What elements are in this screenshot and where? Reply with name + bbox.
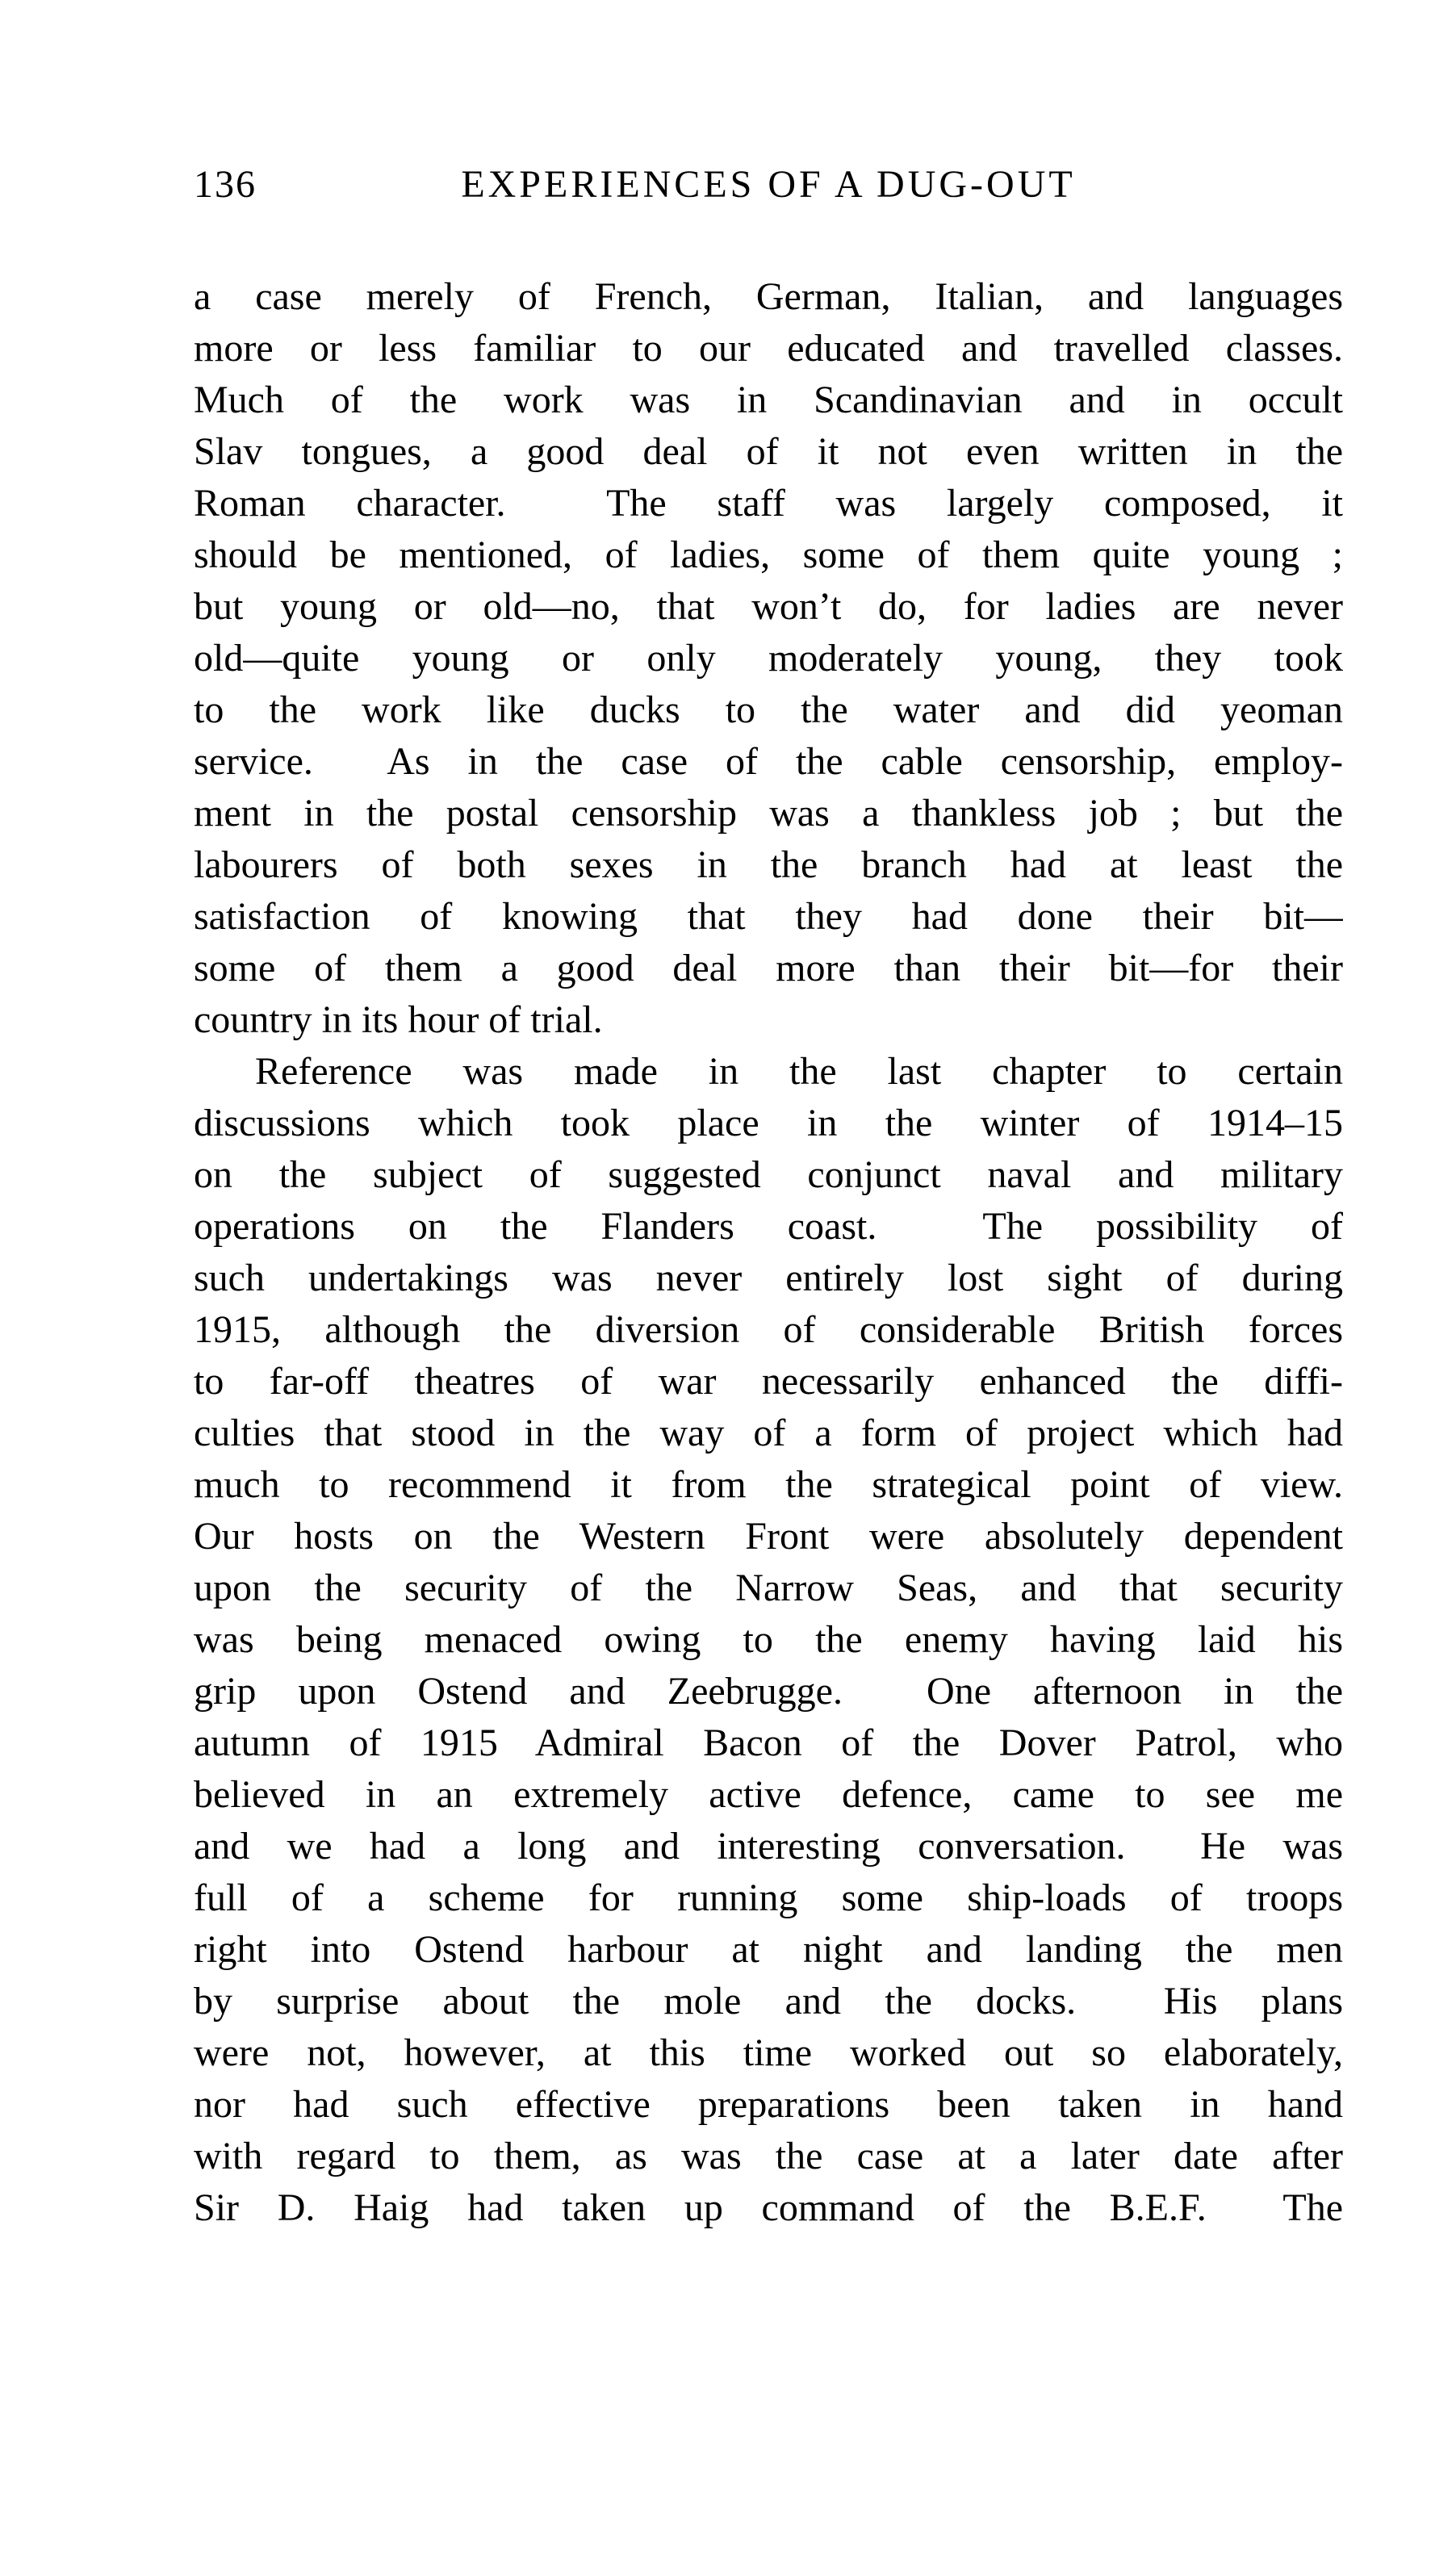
text-line: discussions which took place in the winter of 1914–15 [194, 1102, 1343, 1144]
text-line: ment in the postal censorship was a thankless job ; but the [194, 792, 1343, 835]
text-line: upon the security of the Narrow Seas, and that security [194, 1567, 1343, 1609]
text-line: was being menaced owing to the enemy having laid his [194, 1618, 1343, 1661]
text-line: labourers of both sexes in the branch had at least the [194, 843, 1343, 886]
text-line: nor had such effective preparations been taken in hand [194, 2083, 1343, 2126]
body-text [194, 271, 1343, 2234]
text-line: autumn of 1915 Admiral Bacon of the Dover Patrol, who [194, 1721, 1343, 1764]
text-line: Reference was made in the last chapter to certain [255, 1050, 1343, 1093]
page-number: 136 [194, 163, 257, 206]
text-line: such undertakings was never entirely lost sight of during [194, 1257, 1343, 1299]
text-line: grip upon Ostend and Zeebrugge. One afternoon in the [194, 1670, 1343, 1713]
text-line: to far-off theatres of war necessarily enhanced the diffi- [194, 1360, 1343, 1403]
text-line: a case merely of French, German, Italian, and languages [194, 275, 1343, 318]
text-line: Roman character. The staff was largely composed, it [194, 482, 1343, 525]
page-header [194, 158, 1343, 211]
text-line: culties that stood in the way of a form of project which had [194, 1412, 1343, 1454]
text-line: to the work like ducks to the water and did yeoman [194, 688, 1343, 731]
text-line: much to recommend it from the strategical point of view. [194, 1463, 1343, 1506]
text-line: but young or old—no, that won’t do, for ladies are never [194, 585, 1343, 628]
text-line: were not, however, at this time worked out so elaborately, [194, 2031, 1343, 2074]
text-line: Much of the work was in Scandinavian and in occult [194, 379, 1343, 421]
text-line: Our hosts on the Western Front were absolutely dependent [194, 1515, 1343, 1558]
text-line: service. As in the case of the cable censorship, employ- [194, 740, 1343, 783]
text-line: with regard to them, as was the case at a later date after [194, 2135, 1343, 2177]
text-line: should be mentioned, of ladies, some of them quite young ; [194, 533, 1343, 576]
text-line: right into Ostend harbour at night and landing the men [194, 1928, 1343, 1971]
text-line: by surprise about the mole and the docks. His plans [194, 1980, 1343, 2023]
text-line: country in its hour of trial. [194, 998, 603, 1041]
text-line: believed in an extremely active defence, came to see me [194, 1773, 1343, 1816]
text-line: Sir D. Haig had taken up command of the B.E.F. The [194, 2186, 1343, 2229]
text-line: satisfaction of knowing that they had done their bit— [194, 895, 1343, 938]
running-title: EXPERIENCES OF A DUG-OUT [461, 163, 1076, 206]
text-line: and we had a long and interesting conversation. He was [194, 1825, 1343, 1868]
text-line: some of them a good deal more than their bit—for their [194, 947, 1343, 989]
text-line: more or less familiar to our educated and travelled classes. [194, 327, 1343, 370]
text-line: on the subject of suggested conjunct naval and military [194, 1153, 1343, 1196]
text-line: 1915, although the diversion of considerable British forces [194, 1308, 1343, 1351]
text-line: operations on the Flanders coast. The possibility of [194, 1205, 1343, 1248]
text-line: old—quite young or only moderately young, they took [194, 637, 1343, 680]
text-line: Slav tongues, a good deal of it not even written in the [194, 430, 1343, 473]
text-line: full of a scheme for running some ship-loads of troops [194, 1876, 1343, 1919]
